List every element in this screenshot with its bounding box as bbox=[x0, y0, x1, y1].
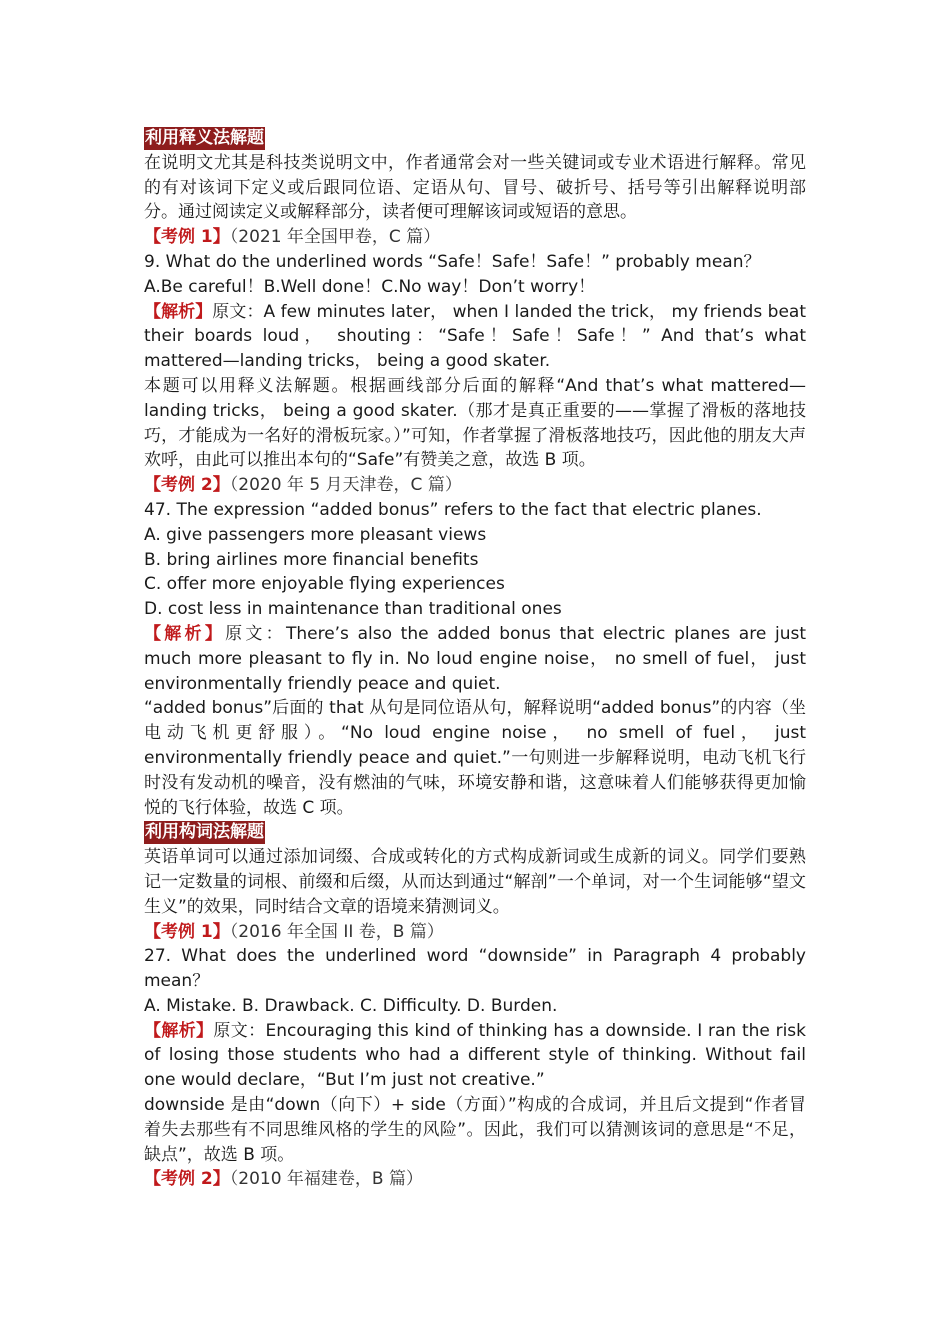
section-paraphrase bbox=[144, 126, 806, 820]
section-intro: 英语单词可以通过添加词缀、合成或转化的方式构成新词或生成新的词义。同学们要熟记一定数量的词根、前缀和后缀，从而达到通过“解剖”一个单词，对一个生词能够“望文生义”的效果，同时结合文章的语境来猜测词义。 bbox=[144, 847, 806, 917]
answer-option: D. cost less in maintenance than traditional ones bbox=[144, 599, 562, 620]
answer-option: A. give passengers more pleasant views bbox=[144, 524, 487, 545]
example-header bbox=[144, 1167, 806, 1192]
answer-option: C. offer more enjoyable flying experiences bbox=[144, 574, 505, 595]
question-text: 27. What does the underlined word “downside” in Paragraph 4 probably mean？ bbox=[144, 946, 806, 992]
question-text: 9. What do the underlined words “Safe！Safe！Safe！” probably mean？ bbox=[144, 251, 761, 272]
example-block bbox=[144, 225, 806, 473]
analysis-paragraph bbox=[144, 300, 806, 374]
explanation-text: “added bonus”后面的 that 从句是同位语从句，解释说明“added bonus”的内容（坐电动飞机更舒服）。“No loud engine noise， no smell of fuel， just environmentally friendly peace and quiet.”一句则进一步解释说明，电动飞机飞行时没有发动机的噪音，没有燃油的气味，环境安静和谐，这意味着人们能够获得更加愉悦的飞行体验，故选 C 项。 bbox=[144, 698, 806, 818]
example-source: （2010 年福建卷，B 篇） bbox=[229, 1169, 423, 1190]
example-header bbox=[144, 225, 806, 250]
analysis-paragraph bbox=[144, 1019, 806, 1093]
analysis-text: 原文：A few minutes later， when I landed the trick， my friends beat their boards loud， shouting：“Safe！Safe！Safe！” And that’s what mattered—landing tricks， being a good skater. bbox=[144, 301, 806, 372]
example-tag: 【考例 2】 bbox=[144, 475, 230, 496]
example-block bbox=[144, 473, 806, 820]
analysis-text: 原文：Encouraging this kind of thinking has a downside. I ran the risk of losing those students who had a different style of thinking. Without fail one would declare，“But I’m just not creative.” bbox=[144, 1020, 807, 1091]
example-header bbox=[144, 920, 806, 945]
analysis-tag: 【解析】 bbox=[144, 301, 213, 322]
answer-options: A. Mistake. B. Drawback. C. Difficulty. D. Burden. bbox=[144, 995, 558, 1016]
analysis-paragraph bbox=[144, 622, 806, 696]
explanation-text: 本题可以用释义法解题。根据画线部分后面的解释“And that’s what mattered—landing tricks， being a good skater.（那才是真正重要的——掌握了滑板的落地技巧，才能成为一名好的滑板玩家。）”可知，作者掌握了滑板落地技巧，因此他的朋友大声欢呼，由此可以推出本句的“Safe”有赞美之意，故选 B 项。 bbox=[144, 375, 806, 471]
analysis-tag: 【解析】 bbox=[144, 1020, 214, 1041]
answer-options: A.Be careful！B.Well done！C.No way！Don’t worry！ bbox=[144, 276, 596, 297]
example-source: （2021 年全国甲卷，C 篇） bbox=[229, 227, 441, 248]
section-word-formation bbox=[144, 820, 806, 1192]
answer-option: B. bring airlines more financial benefits bbox=[144, 549, 479, 570]
example-source: （2020 年 5 月天津卷，C 篇） bbox=[229, 475, 462, 496]
section-heading: 利用构词法解题 bbox=[145, 822, 264, 843]
example-header bbox=[144, 473, 806, 498]
example-tag: 【考例 1】 bbox=[144, 921, 230, 942]
example-source: （2016 年全国 II 卷，B 篇） bbox=[229, 921, 444, 942]
question-text: 47. The expression “added bonus” refers to the fact that electric planes. bbox=[144, 499, 762, 520]
example-tag: 【考例 1】 bbox=[144, 227, 230, 248]
section-heading: 利用释义法解题 bbox=[145, 128, 264, 148]
explanation-text: downside 是由“down（向下）+ side（方面）”构成的合成词，并且后文提到“作者冒着失去那些有不同思维风格的学生的风险”。因此，我们可以猜测该词的意思是“不足，缺点”，故选 B 项。 bbox=[144, 1095, 806, 1165]
analysis-tag: 【解析】 bbox=[144, 623, 226, 644]
example-block bbox=[144, 920, 806, 1168]
example-block bbox=[144, 1167, 806, 1192]
analysis-text: 原文：There’s also the added bonus that electric planes are just much more pleasant to fly in. No loud engine noise， no smell of fuel， just environmentally friendly peace and quiet. bbox=[144, 623, 806, 694]
document-content bbox=[144, 126, 806, 1192]
section-intro: 在说明文尤其是科技类说明文中，作者通常会对一些关键词或专业术语进行解释。常见的有对该词下定义或后跟同位语、定语从句、冒号、破折号、括号等引出解释说明部分。通过阅读定义或解释部分，读者便可理解该词或短语的意思。 bbox=[144, 152, 806, 223]
example-tag: 【考例 2】 bbox=[144, 1169, 230, 1190]
